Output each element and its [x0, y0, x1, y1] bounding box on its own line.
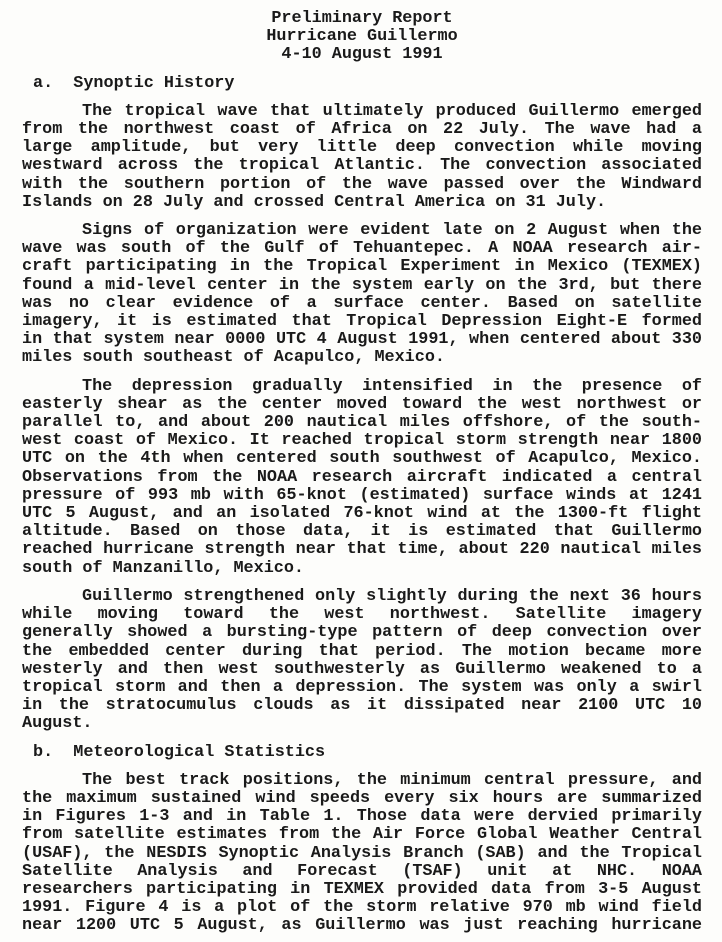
paragraph	[22, 222, 702, 368]
text-line: in Figures 1-3 and in Table 1. Those data were dervied primarily	[22, 808, 702, 827]
report-title: Preliminary Report	[271, 9, 453, 28]
text-line: imagery, it is estimated that Tropical Depression Eight-E formed	[22, 313, 702, 332]
report-date-range: 4-10 August 1991	[281, 45, 443, 65]
text-line: tropical storm and then a depression. The system was only a swirl	[22, 678, 702, 697]
text-line: in the stratocumulus clouds as it dissipated near 2100 UTC 10	[22, 697, 702, 716]
text-line: the embedded center during that period. The motion became more	[22, 642, 702, 661]
text-line: pressure of 993 mb with 65-knot (estimated) surface winds at 1241	[22, 486, 702, 505]
text-line: Guillermo strengthened only slightly during the next 36 hours	[82, 587, 702, 606]
text-line: altitude. Based on those data, it is estimated that Guillermo	[22, 523, 702, 542]
text-line: wave was south of the Gulf of Tehuantepec. A NOAA research air-	[22, 240, 702, 259]
text-line: with the southern portion of the wave passed over the Windward	[22, 175, 702, 194]
text-line: near 1200 UTC 5 August, as Guillermo was just reaching hurricane	[22, 917, 702, 936]
paragraph	[22, 772, 702, 936]
text-line: The best track positions, the minimum central pressure, and	[82, 771, 702, 790]
text-line: was no clear evidence of a surface center. Based on satellite	[22, 294, 702, 313]
text-line: Islands on 28 July and crossed Central America on 31 July.	[22, 193, 607, 212]
section-a-body	[22, 103, 702, 734]
text-line: from the northwest coast of Africa on 22 July. The wave had a	[22, 121, 702, 140]
text-line: from satellite estimates from the Air Force Global Weather Central	[22, 826, 702, 845]
text-line: west coast of Mexico. It reached tropical storm strength near 1800	[22, 432, 702, 451]
text-line: The depression gradually intensified in the presence of	[82, 377, 702, 396]
section-synoptic-history	[22, 75, 702, 734]
text-line: while moving toward the west northwest. Satellite imagery	[22, 606, 702, 625]
report-subtitle: Hurricane Guillermo	[266, 27, 458, 47]
text-line: south of Manzanillo, Mexico.	[22, 559, 304, 578]
section-meteorological-statistics	[22, 744, 702, 936]
text-line: The tropical wave that ultimately produced Guillermo emerged	[82, 102, 702, 121]
section-b-heading: b. Meteorological Statistics	[33, 742, 326, 762]
paragraph	[22, 378, 702, 578]
text-line: (USAF), the NESDIS Synoptic Analysis Branch (SAB) and the Tropical	[22, 844, 702, 863]
text-line: researchers participating in TEXMEX provided data from 3-5 August	[22, 880, 702, 899]
text-line: craft participating in the Tropical Experiment in Mexico (TEXMEX)	[22, 258, 702, 277]
text-line: westerly and then west southwesterly as Guillermo weakened to a	[22, 660, 702, 679]
text-line: 1991. Figure 4 is a plot of the storm relative 970 mb wind field	[22, 899, 702, 918]
paragraph	[22, 103, 702, 212]
section-a-heading: a. Synoptic History	[33, 73, 235, 93]
text-line: Signs of organization were evident late on 2 August when the	[82, 222, 702, 241]
text-line: easterly shear as the center moved toward the west northwest or	[22, 395, 702, 414]
text-line: UTC on the 4th when centered south southwest of Acapulco, Mexico.	[22, 450, 702, 469]
paragraph	[22, 588, 702, 734]
text-line: westward across the tropical Atlantic. The convection associated	[22, 157, 702, 176]
text-line: reached hurricane strength near that time, about 220 nautical miles	[22, 541, 702, 560]
text-line: generally showed a bursting-type pattern of deep convection over	[22, 624, 702, 643]
text-line: parallel to, and about 200 nautical miles offshore, of the south-	[22, 414, 702, 433]
text-line: August.	[22, 715, 93, 734]
text-line: Observations from the NOAA research aircraft indicated a central	[22, 468, 702, 487]
report-title-block	[22, 10, 702, 65]
section-b-body	[22, 772, 702, 936]
text-line: UTC 5 August, and an isolated 76-knot wind at the 1300-ft flight	[22, 505, 702, 524]
text-line: Satellite Analysis and Forecast (TSAF) unit at NHC. NOAA	[22, 862, 702, 881]
text-line: the maximum sustained wind speeds every six hours are summarized	[22, 789, 702, 808]
text-line: miles south southeast of Acapulco, Mexico.	[22, 349, 445, 368]
text-line: large amplitude, but very little deep convection while moving	[22, 139, 702, 158]
text-line: in that system near 0000 UTC 4 August 1991, when centered about 330	[22, 331, 702, 350]
text-line: found a mid-level center in the system early on the 3rd, but there	[22, 276, 702, 295]
